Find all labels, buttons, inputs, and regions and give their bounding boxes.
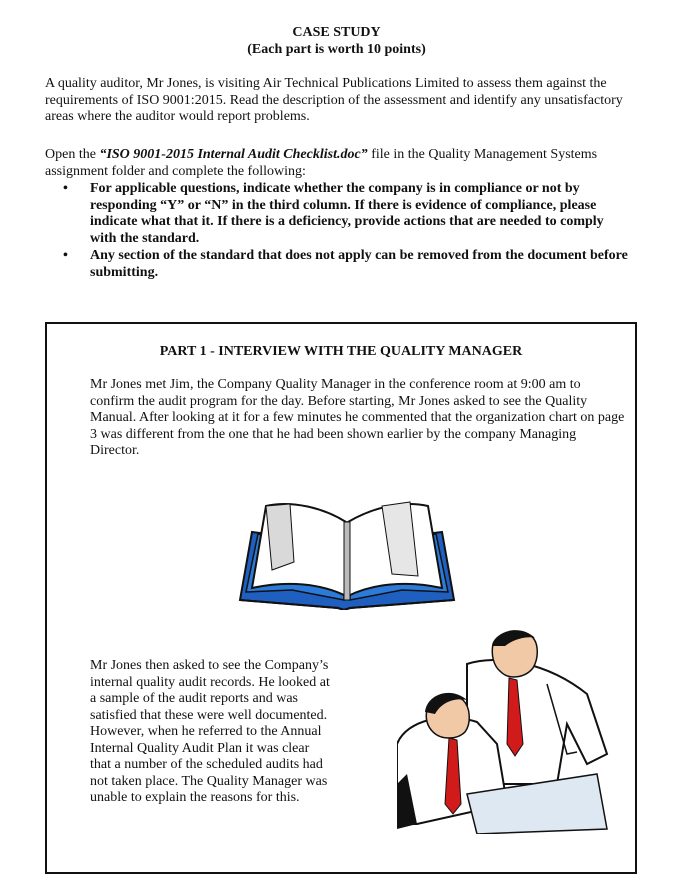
part1-heading: PART 1 - INTERVIEW WITH THE QUALITY MANAGER bbox=[159, 344, 523, 359]
instructions-suffix: file in the Quality Management Systems assignment folder and complete the following: bbox=[45, 147, 598, 179]
bullet-dot: • bbox=[63, 248, 68, 263]
open-book-icon bbox=[232, 492, 462, 610]
bullet-item bbox=[45, 181, 630, 247]
part1-paragraph-1: Mr Jones met Jim, the Company Quality Manager in the conference room at 9:00 am to confirm the audit program for the day. Before starting, Mr Jones asked to see the Quality Manual. After looking at it for a few minutes he commented that the organization chart on page 3 was different from the one that he had been shown earlier by the company Managing Director. bbox=[90, 377, 625, 458]
instructions-paragraph bbox=[45, 147, 635, 180]
part1-box bbox=[45, 322, 637, 874]
bullet-item bbox=[45, 248, 630, 281]
intro-paragraph: A quality auditor, Mr Jones, is visiting Air Technical Publications Limited to assess them against the requirements of ISO 9001:2015. Read the description of the assessment and identify any unsatisfactory areas where the auditor would report problems. bbox=[45, 76, 623, 124]
part1-paragraph-2: Mr Jones then asked to see the Company’s internal quality audit records. He looked at a sample of the audit reports and was satisfied that these were well documented. However, when he referred to the Annual Internal Quality Audit Plan it was clear that a number of the scheduled audits had not taken place. The Quality Manager was unable to explain the reasons for this. bbox=[90, 658, 330, 805]
bullet-dot: • bbox=[63, 181, 68, 196]
bullet-text: Any section of the standard that does not apply can be removed from the document before submitting. bbox=[90, 248, 628, 280]
case-study-subtitle: (Each part is worth 10 points) bbox=[247, 42, 426, 57]
instruction-bullets bbox=[45, 181, 630, 282]
bullet-text: For applicable questions, indicate whether the company is in compliance or not by responding “Y” or “N” in the third column. If there is evidence of compliance, please indicate what that it. If there is a deficiency, provide actions that are needed to comply with the standard. bbox=[90, 181, 604, 246]
instructions-prefix: Open the bbox=[45, 147, 100, 162]
businessmen-icon bbox=[397, 624, 617, 834]
checklist-filename: “ISO 9001-2015 Internal Audit Checklist.doc” bbox=[99, 147, 368, 162]
case-study-title: CASE STUDY bbox=[292, 25, 381, 40]
